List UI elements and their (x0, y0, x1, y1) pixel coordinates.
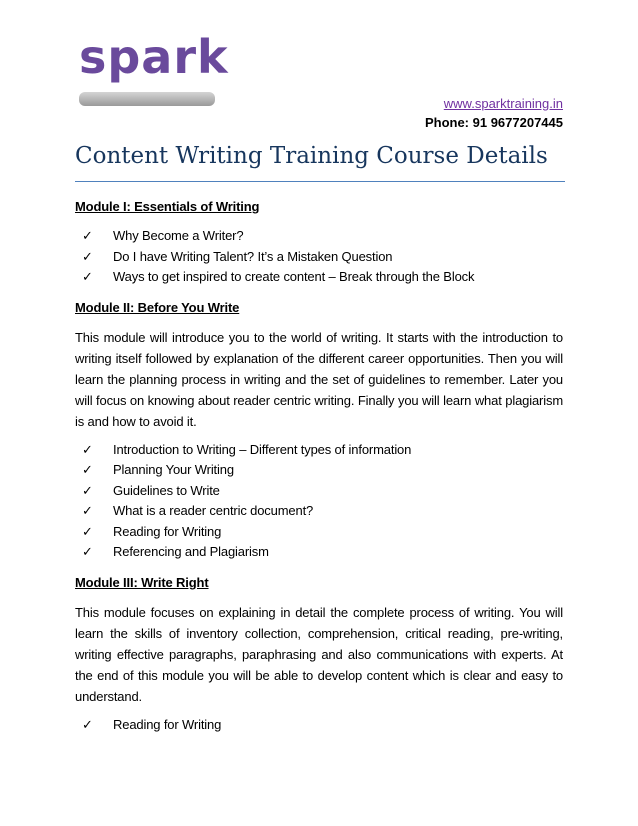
list-item-text: Reading for Writing (113, 716, 222, 732)
module-1 (75, 197, 563, 288)
list-item (82, 226, 563, 247)
list-item-text: Introduction to Writing – Different types of information (113, 441, 412, 457)
checkmark-icon: ✓ (82, 716, 93, 732)
page-title: Content Writing Training Course Details (75, 143, 548, 169)
checkmark-icon: ✓ (82, 462, 93, 477)
list-item (82, 440, 563, 461)
module-heading: Module II: Before You Write (75, 299, 240, 315)
website-link[interactable]: www.sparktraining.in (443, 96, 563, 111)
module-heading: Module III: Write Right (75, 574, 209, 590)
list-item-text: Planning Your Writing (113, 462, 234, 477)
phone-number: Phone: 91 9677207445 (424, 115, 563, 130)
module-3-list (75, 715, 563, 736)
list-item-text: Why Become a Writer? (113, 228, 244, 243)
module-2 (75, 298, 563, 563)
module-3 (75, 573, 563, 736)
list-item (82, 460, 563, 481)
checkmark-icon: ✓ (82, 523, 93, 539)
list-item (82, 542, 563, 563)
module-description: This module will introduce you to the world of writing. It starts with the introduction to writing itself followed by explanation of the different career opportunities. Then you will learn the planning process in writing and the set of guidelines to remember. Later you will focus on knowing about reader centric writing. Finally you will learn what plagiarism is and how to avoid it. (75, 329, 563, 429)
checkmark-icon: ✓ (82, 503, 93, 518)
logo-text: spark (79, 30, 229, 84)
list-item-text: Ways to get inspired to create content – Break through the Block (113, 269, 475, 284)
list-item (82, 522, 563, 543)
list-item-text: What is a reader centric document? (113, 503, 314, 518)
logo-reflection (79, 92, 215, 106)
checkmark-icon: ✓ (82, 248, 93, 264)
list-item-text: Referencing and Plagiarism (113, 544, 269, 559)
contact-info (425, 94, 563, 132)
list-item-text: Reading for Writing (113, 523, 222, 539)
list-item-text: Guidelines to Write (113, 482, 220, 498)
module-description: This module focuses on explaining in detail the complete process of writing. You will learn the skills of inventory collection, comprehension, critical reading, pre-writing, writing effective paragraphs, paraphrasing and also communications with experts. At the end of this module you will be able to develop content which is clear and easy to understand. (75, 604, 563, 704)
checkmark-icon: ✓ (82, 482, 93, 498)
checkmark-icon: ✓ (82, 441, 93, 457)
spark-logo (77, 30, 229, 106)
module-1-list (75, 226, 563, 288)
checkmark-icon: ✓ (82, 228, 93, 243)
list-item (82, 267, 563, 288)
module-2-list (75, 440, 563, 563)
list-item (82, 481, 563, 502)
checkmark-icon: ✓ (82, 544, 93, 559)
list-item-text: Do I have Writing Talent? It’s a Mistaken Question (113, 248, 393, 264)
list-item (82, 247, 563, 268)
document-body (75, 197, 563, 745)
list-item (82, 715, 563, 736)
module-heading: Module I: Essentials of Writing (75, 199, 260, 214)
list-item (82, 501, 563, 522)
title-divider (75, 181, 565, 182)
checkmark-icon: ✓ (82, 269, 93, 284)
